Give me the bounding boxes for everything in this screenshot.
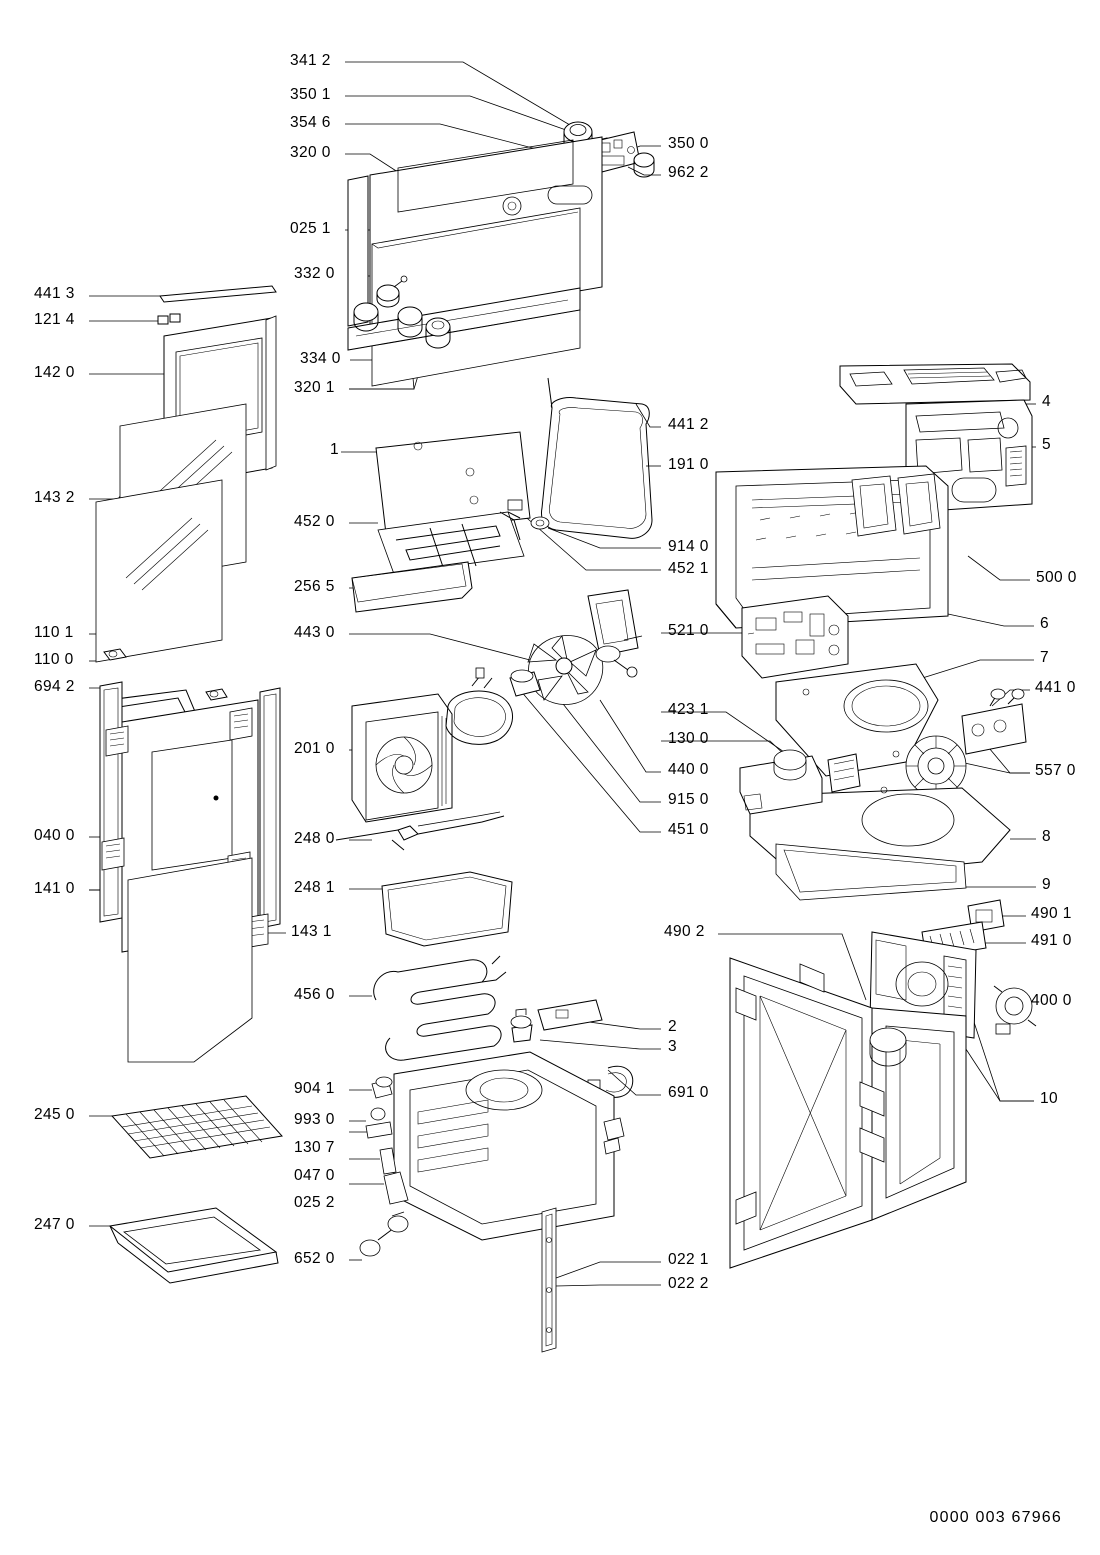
label-500-0: 500 0 bbox=[1036, 569, 1077, 586]
label-334-0: 334 0 bbox=[300, 350, 341, 367]
label-130-7: 130 7 bbox=[294, 1139, 335, 1156]
label-022-1: 022 1 bbox=[668, 1251, 709, 1268]
label-256-5: 256 5 bbox=[294, 578, 335, 595]
label-341-2: 341 2 bbox=[290, 52, 331, 69]
part-3-bulb-lamp bbox=[511, 1009, 532, 1042]
label-4: 4 bbox=[1042, 393, 1052, 410]
label-110-1: 110 1 bbox=[34, 624, 74, 641]
part-121-4-pins bbox=[158, 314, 180, 324]
cavity-internal-parts bbox=[336, 378, 652, 1352]
document-id: 0000 003 67966 bbox=[929, 1509, 1062, 1526]
label-350-0: 350 0 bbox=[668, 135, 709, 152]
part-256-5-deflector bbox=[352, 562, 472, 612]
part-248-0-spit bbox=[336, 812, 504, 850]
label-9: 9 bbox=[1042, 876, 1052, 893]
part-423-1-blower bbox=[740, 750, 822, 814]
label-6: 6 bbox=[1040, 615, 1050, 632]
label-354-6: 354 6 bbox=[290, 114, 331, 131]
part-4-top-trim bbox=[840, 364, 1030, 404]
door-assembly bbox=[96, 286, 282, 1283]
label-5: 5 bbox=[1042, 436, 1052, 453]
part-110-0-clip bbox=[206, 689, 227, 700]
part-040-0-inner-door bbox=[100, 682, 280, 1062]
label-245-0: 245 0 bbox=[34, 1106, 75, 1123]
part-2-bracket bbox=[538, 1000, 602, 1030]
part-cavity-muffle bbox=[366, 1052, 624, 1240]
label-441-0: 441 0 bbox=[1035, 679, 1076, 696]
label-1: 1 bbox=[330, 441, 340, 458]
label-441-2: 441 2 bbox=[668, 416, 709, 433]
label-110-0: 110 0 bbox=[34, 651, 74, 668]
label-993-0: 993 0 bbox=[294, 1111, 335, 1128]
label-443-0: 443 0 bbox=[294, 624, 335, 641]
label-141-0: 141 0 bbox=[34, 880, 75, 897]
part-201-0-cooling-fan bbox=[352, 694, 452, 822]
label-025-2: 025 2 bbox=[294, 1194, 335, 1211]
label-121-4: 121 4 bbox=[34, 311, 75, 328]
label-143-1: 143 1 bbox=[291, 923, 332, 940]
part-350-0-knob bbox=[634, 153, 654, 177]
part-143-2-glass-panes bbox=[96, 404, 246, 662]
part-022-rails bbox=[542, 1208, 556, 1352]
label-440-0: 440 0 bbox=[668, 761, 709, 778]
part-248-1-rear-liner bbox=[382, 872, 512, 946]
label-3: 3 bbox=[668, 1038, 678, 1055]
part-443-0-fan-motor bbox=[528, 590, 642, 705]
label-191-0: 191 0 bbox=[668, 456, 709, 473]
label-320-1: 320 1 bbox=[294, 379, 335, 396]
label-557-0: 557 0 bbox=[1035, 762, 1076, 779]
label-451-0: 451 0 bbox=[668, 821, 709, 838]
part-557-0-fan-wheel bbox=[906, 736, 966, 796]
label-652-0: 652 0 bbox=[294, 1250, 335, 1267]
label-248-0: 248 0 bbox=[294, 830, 335, 847]
label-8: 8 bbox=[1042, 828, 1052, 845]
part-400-0-motor bbox=[994, 986, 1036, 1034]
label-2: 2 bbox=[668, 1018, 678, 1035]
label-10: 10 bbox=[1040, 1090, 1059, 1107]
label-201-0: 201 0 bbox=[294, 740, 335, 757]
label-022-2: 022 2 bbox=[668, 1275, 709, 1292]
label-047-0: 047 0 bbox=[294, 1167, 335, 1184]
label-694-2: 694 2 bbox=[34, 678, 75, 695]
control-panel-assembly bbox=[348, 122, 654, 386]
label-040-0: 040 0 bbox=[34, 827, 75, 844]
label-320-0: 320 0 bbox=[290, 144, 331, 161]
part-441-3-trim bbox=[160, 286, 276, 302]
label-142-0: 142 0 bbox=[34, 364, 75, 381]
label-143-2: 143 2 bbox=[34, 489, 75, 506]
label-130-0: 130 0 bbox=[668, 730, 709, 747]
label-691-0: 691 0 bbox=[668, 1084, 709, 1101]
label-025-1: 025 1 bbox=[290, 220, 331, 237]
part-456-0-lower-element bbox=[374, 956, 506, 1060]
part-245-0-wire-shelf bbox=[112, 1096, 282, 1158]
part-440-0-ring-element bbox=[446, 668, 513, 744]
part-652-0-thermostat bbox=[360, 1212, 408, 1256]
label-490-2: 490 2 bbox=[664, 923, 705, 940]
right-column-parts bbox=[716, 364, 1036, 1268]
label-7: 7 bbox=[1040, 649, 1050, 666]
label-350-1: 350 1 bbox=[290, 86, 331, 103]
part-441-0-motor-mount bbox=[962, 689, 1026, 754]
label-423-1: 423 1 bbox=[668, 701, 709, 718]
label-521-0: 521 0 bbox=[668, 622, 709, 639]
label-915-0: 915 0 bbox=[668, 791, 709, 808]
label-456-0: 456 0 bbox=[294, 986, 335, 1003]
label-452-0: 452 0 bbox=[294, 513, 335, 530]
label-332-0: 332 0 bbox=[294, 265, 335, 282]
label-490-1: 490 1 bbox=[1031, 905, 1072, 922]
label-904-1: 904 1 bbox=[294, 1080, 335, 1097]
label-248-1: 248 1 bbox=[294, 879, 335, 896]
label-247-0: 247 0 bbox=[34, 1216, 75, 1233]
label-400-0: 400 0 bbox=[1031, 992, 1072, 1009]
part-130-0-relay bbox=[828, 754, 860, 792]
part-521-0-pcb bbox=[742, 596, 848, 678]
part-441-2-door-seal bbox=[542, 378, 652, 538]
label-914-0: 914 0 bbox=[668, 538, 709, 555]
label-962-2: 962 2 bbox=[668, 164, 709, 181]
part-247-0-baking-tray bbox=[110, 1208, 278, 1283]
label-441-3: 441 3 bbox=[34, 285, 75, 302]
label-491-0: 491 0 bbox=[1031, 932, 1072, 949]
label-452-1: 452 1 bbox=[668, 560, 709, 577]
